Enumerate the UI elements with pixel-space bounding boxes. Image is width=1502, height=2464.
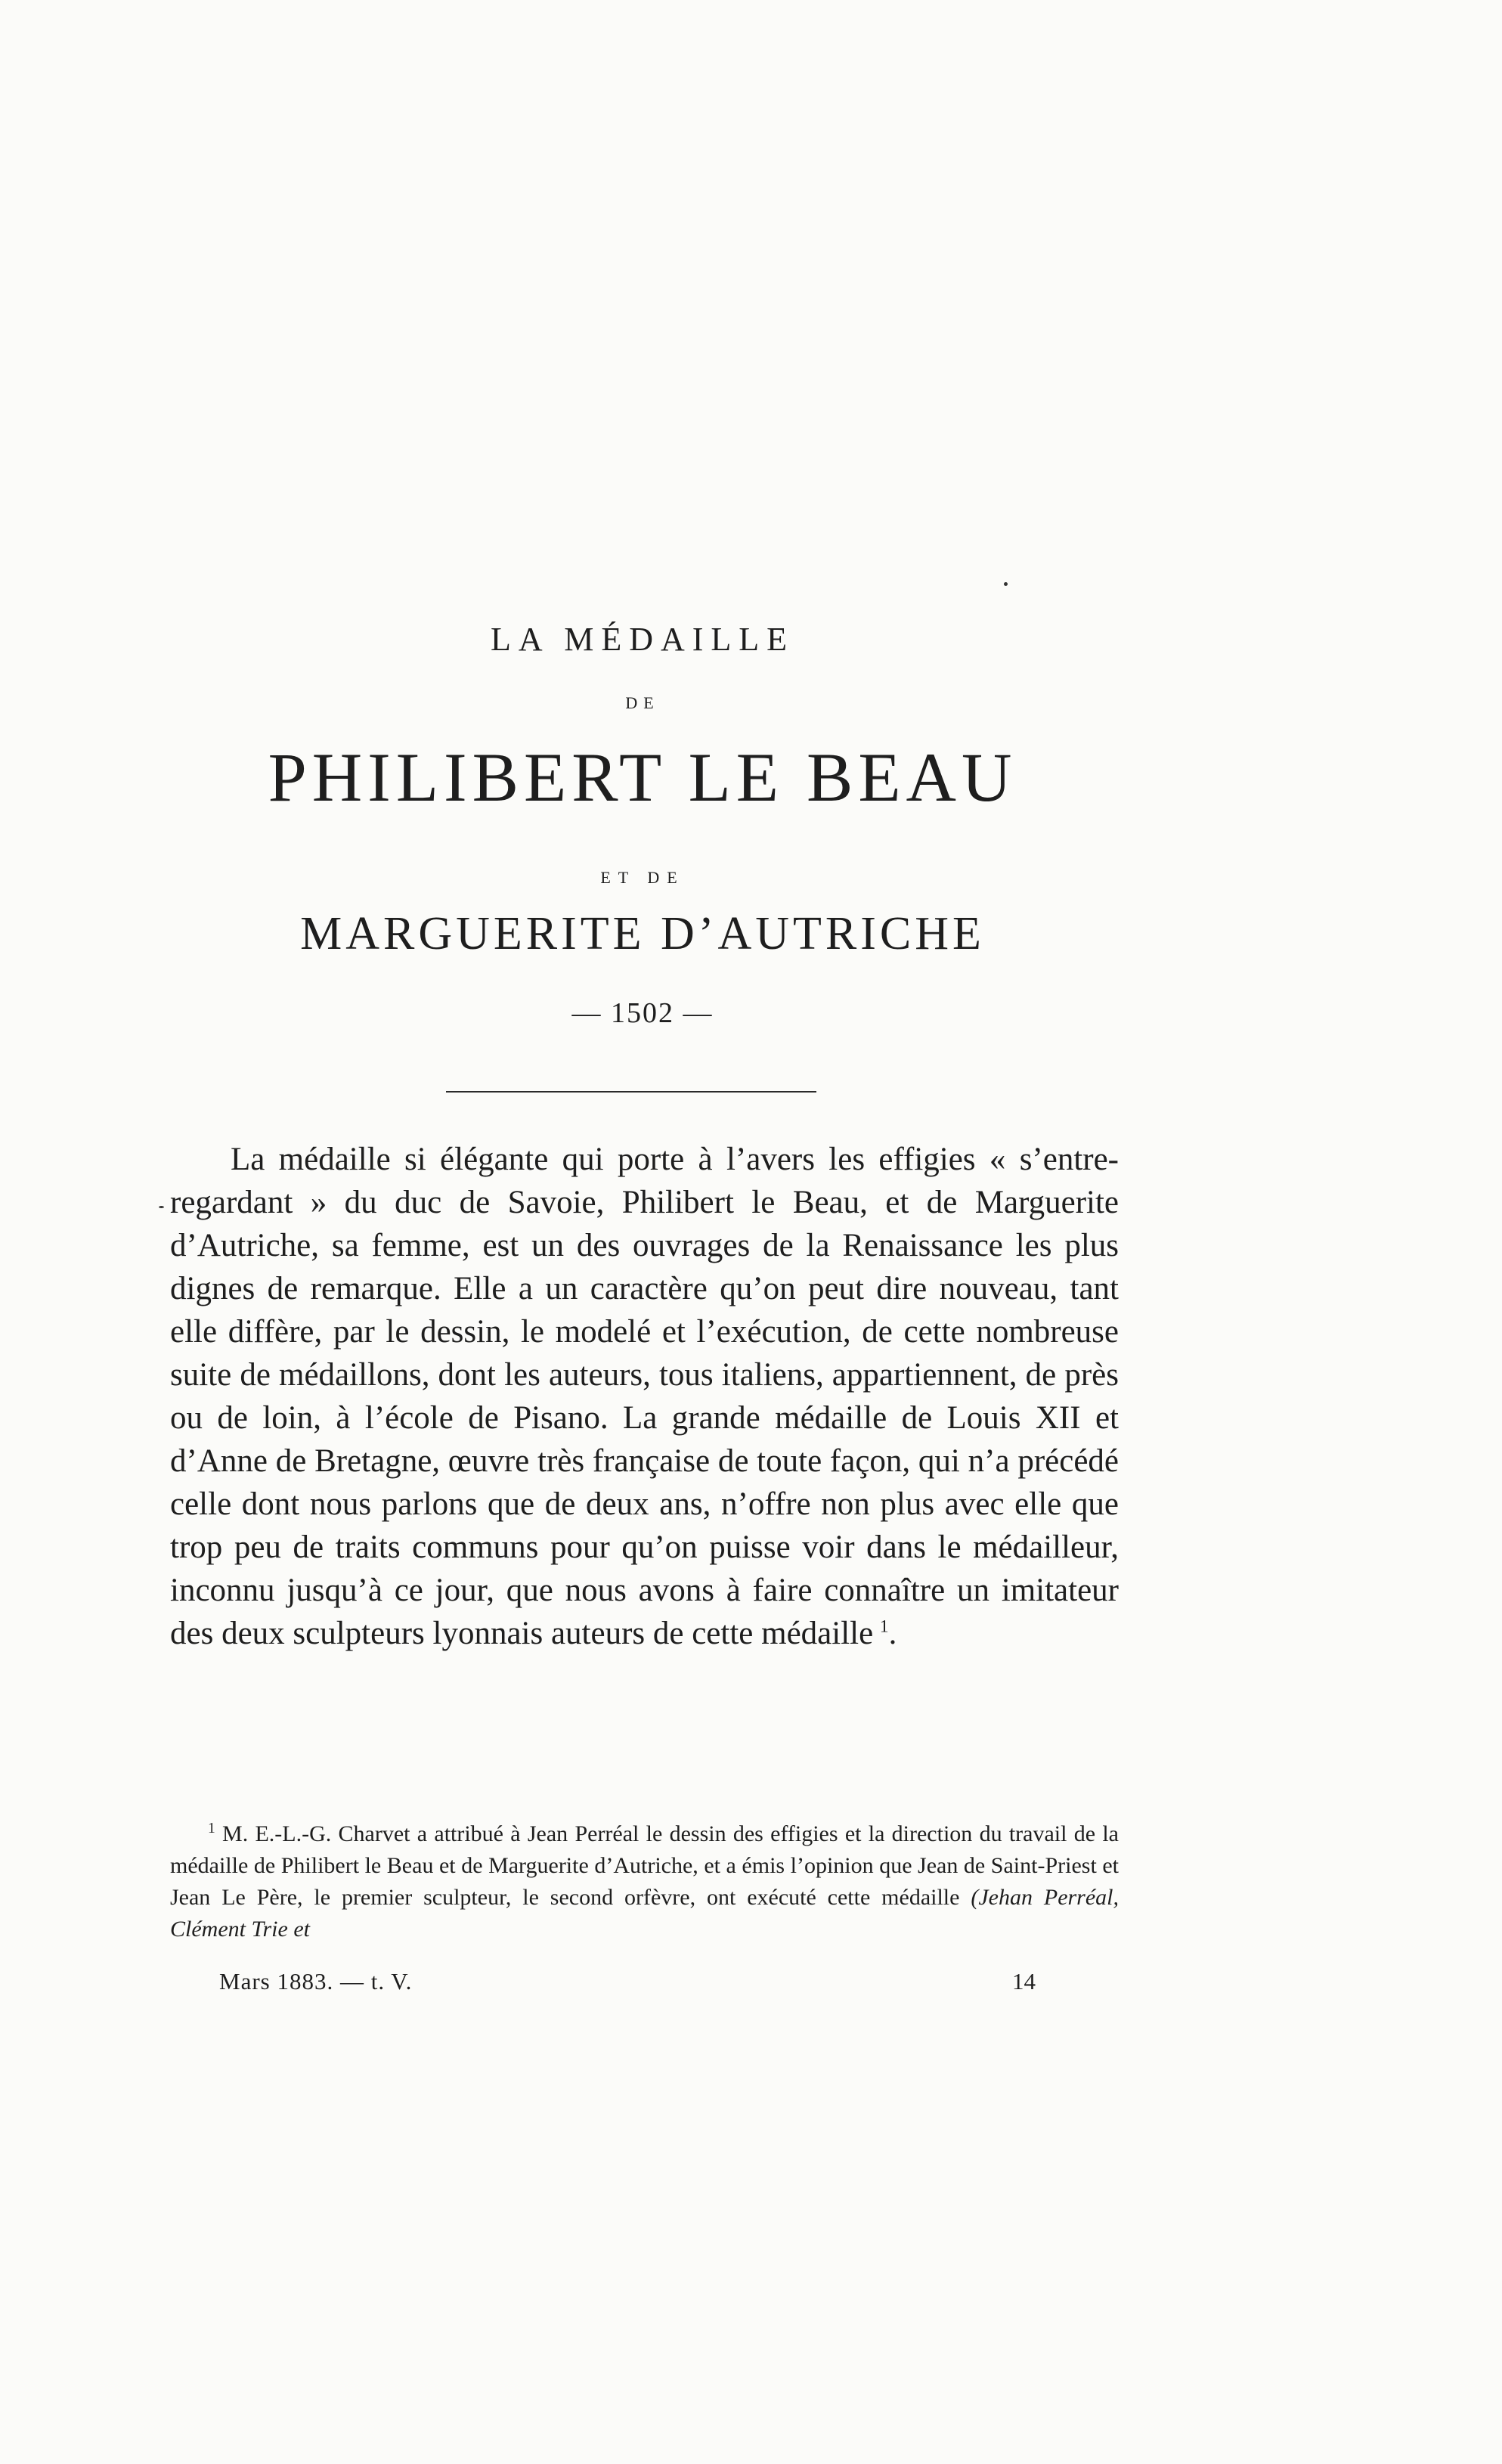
body-paragraph-end: . [888, 1616, 897, 1651]
footnote-mark: 1 [208, 1821, 215, 1836]
footer-issue: Mars 1883. — t. V. [219, 1968, 413, 1994]
section-divider [446, 1091, 816, 1093]
footnote-reference: 1 [879, 1616, 889, 1637]
title-main: PHILIBERT LE BEAU [268, 739, 1017, 816]
body-paragraph [170, 1138, 1119, 1655]
body-paragraph-text: La médaille si élégante qui porte à l’avers les effigies « s’entre-regardant » du duc de Savoie, Philibert le Beau, et de Marguerite d’Autriche, sa femme, est un des ouvrages de la Renaissance les plus dignes de remarque. Elle a un caractère qu’on peut dire nouveau, tant elle diffère, par le dessin, le modelé et l’exécution, de cette nombreuse suite de médaillons, dont les auteurs, tous italiens, appartiennent, de près ou de loin, à l’école de Pisano. La grande médaille de Louis XII et d’Anne de Bretagne, œuvre très française de toute façon, qui n’a précédé celle dont nous parlons que de deux ans, n’offre non plus avec elle que trop peu de traits communs pour qu’on puisse voir dans le médailleur, inconnu jusqu’à ce jour, que nous avons à faire connaître un imitateur des deux sculpteurs lyonnais auteurs de cette médaille [170, 1142, 1119, 1651]
title-second: MARGUERITE D’AUTRICHE [300, 908, 985, 959]
footnote [170, 1818, 1119, 1945]
paper-speck [1004, 582, 1008, 586]
title-connector-de: DE [625, 693, 660, 712]
title-date: — 1502 — [571, 997, 714, 1029]
footnote-italic-text: (Jehan Perréal, Clément Trie et [170, 1885, 1120, 1942]
title-small: LA MÉDAILLE [490, 621, 795, 658]
footer-page-number: 14 [1012, 1968, 1036, 1994]
footnote-text: M. E.-L.-G. Charvet a attribué à Jean Perréal le dessin des effigies et la direction du travail de la médaille de Philibert le Beau et de Marguerite d’Autriche, et a émis l’opinion que Jean de Saint-Priest et Jean Le Père, le premier sculpteur, le second orfèvre, ont exécuté cette médaille [170, 1821, 1119, 1910]
title-connector-et-de: ET DE [600, 868, 685, 887]
paper-speck [159, 1206, 164, 1208]
